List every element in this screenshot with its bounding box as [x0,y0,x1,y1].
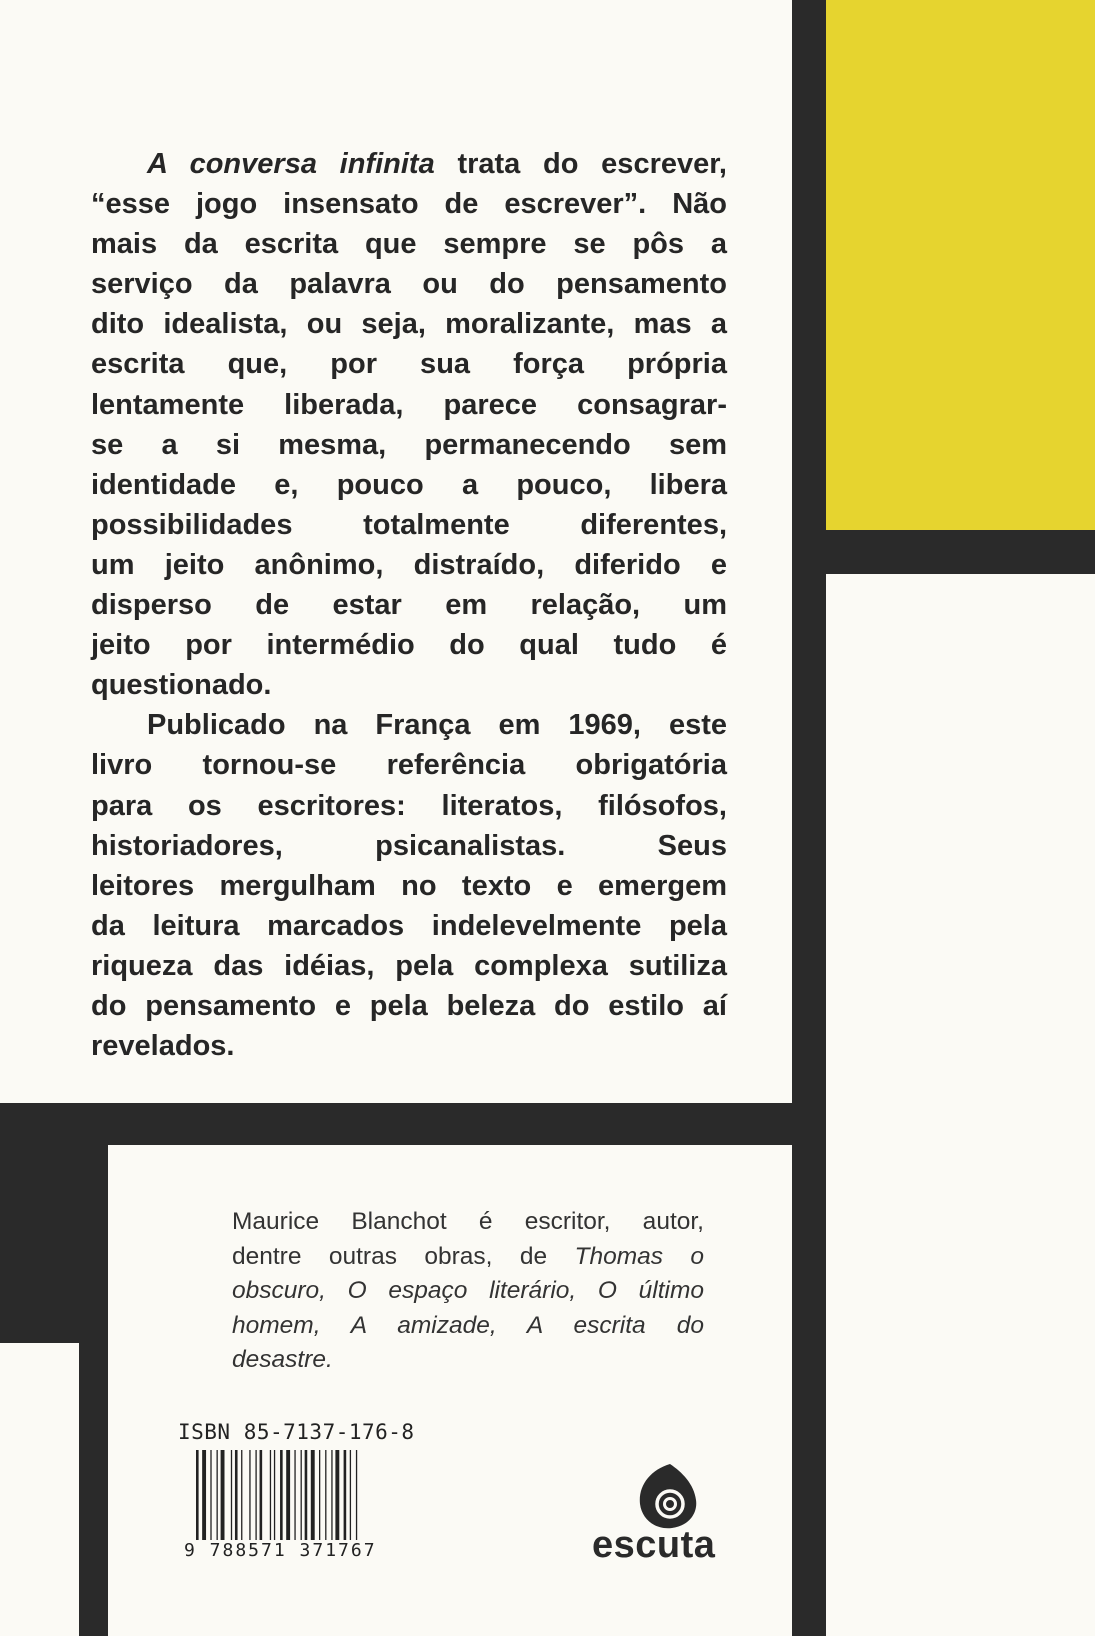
barcode-bar [196,1450,199,1550]
text-line [91,705,727,745]
text-line [232,1343,704,1378]
text-line [91,665,727,705]
barcode-bar [311,1450,315,1550]
barcode-bar [249,1450,250,1550]
text-segment: escrita que, por sua força própria [91,348,727,381]
barcode-bar [210,1450,211,1550]
lower-black-band [0,1103,826,1145]
barcode-bar [255,1450,256,1550]
text-segment: dentre outras obras, de [232,1242,575,1270]
text-line [91,264,727,304]
left-black-block [0,1103,108,1343]
barcode-bar [325,1450,326,1550]
text-segment: historiadores, psicanalistas. Seus [91,829,727,862]
yellow-block [826,0,1095,530]
barcode-bar [344,1450,347,1550]
text-segment: serviço da palavra ou do pensamento [91,268,727,301]
text-segment: Publicado na França em 1969, este [147,709,727,742]
italic-title-text: desastre. [232,1346,333,1374]
text-line [91,545,727,585]
text-segment: leitores mergulham no texto e emergem [91,869,727,902]
text-segment: questionado. [91,669,272,702]
text-line [91,465,727,505]
barcode-bar [286,1450,290,1550]
text-line [91,906,727,946]
text-line [91,385,727,425]
text-line [91,425,727,465]
synopsis-text [91,144,727,1066]
text-segment: “esse jogo insensato de escrever”. Não [91,188,727,221]
text-segment: para os escritores: literatos, filósofos, [91,789,727,822]
text-line [232,1205,704,1240]
text-line [91,745,727,785]
barcode-bar [217,1450,218,1550]
text-segment: da leitura marcados indelevelmente pela [91,909,727,942]
text-segment: se a si mesma, permanecendo sem [91,428,727,461]
italic-title-text: Thomas o [574,1242,705,1270]
text-line [91,1026,727,1066]
text-line [91,184,727,224]
text-segment: livro tornou-se referência obrigatória [91,749,727,782]
vertical-black-bar [792,0,826,1636]
barcode-bar [301,1450,302,1550]
text-segment: revelados. [91,1030,235,1063]
barcode-bar [335,1450,339,1550]
text-line [91,625,727,665]
text-segment: possibilidades totalmente diferentes, [91,508,727,541]
barcode-bar [350,1450,351,1550]
text-line [91,585,727,625]
left-black-strip [79,1343,108,1636]
isbn-label: ISBN 85-7137-176-8 [178,1420,415,1444]
text-segment: Maurice Blanchot é escritor, autor, [232,1208,704,1235]
text-line [91,224,727,264]
text-segment: jeito por intermédio do qual tudo é [91,629,727,662]
text-line [91,986,727,1026]
text-line [91,826,727,866]
text-line [91,505,727,545]
barcode-bar [221,1450,225,1550]
author-bio [232,1205,704,1378]
barcode-bar [305,1450,308,1550]
text-line [91,786,727,826]
text-line [91,144,727,184]
italic-title-text: homem, A amizade, A escrita do [232,1311,704,1339]
text-line [232,1309,704,1344]
barcode-digits: 9 788571 371767 [184,1540,377,1561]
barcode-bar [319,1450,320,1550]
right-black-band [826,530,1095,574]
text-segment: lentamente liberada, parece consagrar- [91,388,727,421]
text-line [232,1240,704,1275]
barcode-bar [280,1450,283,1550]
text-segment: do pensamento e pela beleza do estilo aí [91,989,727,1022]
barcode-bar [260,1450,263,1550]
barcode-bar [231,1450,232,1550]
barcode-bar [331,1450,332,1550]
text-segment: um jeito anônimo, distraído, diferido e [91,548,727,581]
text-line [91,344,727,384]
text-line [91,946,727,986]
spiral-shell-icon [620,1462,720,1532]
text-segment: mais da escrita que sempre se pôs a [91,228,727,261]
publisher-name: escuta [592,1524,716,1566]
text-segment: riqueza das idéias, pela complexa sutiliza [91,949,727,982]
text-segment: dito idealista, ou seja, moralizante, mas a [91,308,727,341]
barcode-bar [274,1450,275,1550]
barcode-bar [235,1450,238,1550]
barcode-bar [202,1450,206,1550]
text-segment: trata do escrever, [434,148,727,180]
barcode-bar [356,1450,357,1550]
barcode-bar [241,1450,242,1550]
barcode-bar [270,1450,271,1550]
text-segment: identidade e, pouco a pouco, libera [91,468,727,501]
barcode-bar [294,1450,295,1550]
text-line [232,1274,704,1309]
text-segment: disperso de estar em relação, um [91,589,727,622]
italic-title-text: obscuro, O espaço literário, O último [232,1277,704,1305]
text-line [91,304,727,344]
italic-title-text: A conversa infinita [147,148,435,180]
text-line [91,866,727,906]
